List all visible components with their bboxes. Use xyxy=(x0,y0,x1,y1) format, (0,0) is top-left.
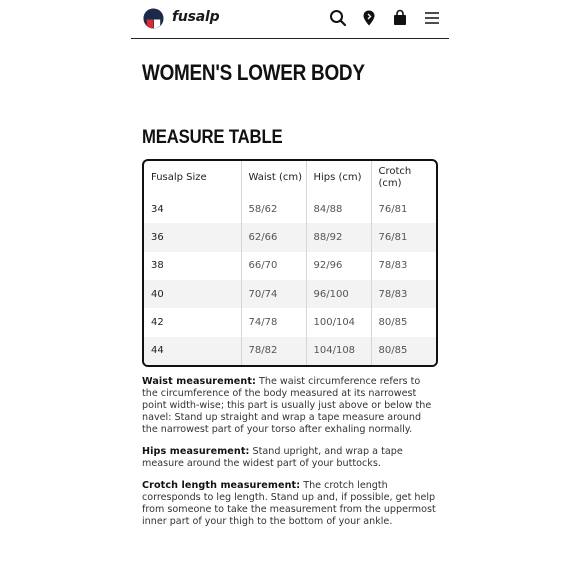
size-cell: 38 xyxy=(151,260,164,272)
column-header-crotch: Crotch (cm) xyxy=(371,161,436,195)
hips-cell: 92/96 xyxy=(306,252,371,280)
hips-cell: 88/92 xyxy=(306,223,371,251)
crotch-note-label: Crotch length measurement: xyxy=(142,480,301,491)
crotch-cell: 78/83 xyxy=(371,252,436,280)
hips-cell: 84/88 xyxy=(306,195,371,223)
crotch-cell: 76/81 xyxy=(371,223,436,251)
table-row xyxy=(144,308,436,336)
waist-cell: 58/62 xyxy=(241,195,306,223)
page xyxy=(131,0,449,580)
brand-name[interactable]: fusalp xyxy=(172,9,220,25)
header xyxy=(131,0,449,39)
column-header-hips: Hips (cm) xyxy=(306,161,371,195)
hips-note xyxy=(142,446,438,470)
waist-cell: 62/66 xyxy=(241,223,306,251)
measure-table xyxy=(142,159,438,367)
table-row xyxy=(144,223,436,251)
hips-cell: 96/100 xyxy=(306,280,371,308)
waist-cell: 66/70 xyxy=(241,252,306,280)
hips-note-text: Stand upright, and wrap a tape measure around the widest part of your buttocks. xyxy=(142,446,403,469)
size-cell: 40 xyxy=(144,280,241,308)
crotch-note-text: The crotch length corresponds to leg length. Stand up and, if possible, get help from someone to take the measurement from the uppermost inner part of your thigh to the bottom of your ankle. xyxy=(142,480,436,527)
size-cell: 42 xyxy=(151,316,164,328)
crotch-note xyxy=(142,480,438,528)
table-row xyxy=(144,337,436,365)
fusalp-logo-icon[interactable] xyxy=(143,8,164,29)
size-cell: 36 xyxy=(144,223,241,251)
table-row xyxy=(144,280,436,308)
hips-cell: 100/104 xyxy=(306,308,371,336)
crotch-cell: 80/85 xyxy=(371,308,436,336)
section-title: MEASURE TABLE xyxy=(142,127,283,148)
crotch-cell: 78/83 xyxy=(371,280,436,308)
column-header-waist: Waist (cm) xyxy=(241,161,306,195)
hips-cell: 104/108 xyxy=(306,337,371,365)
shopping-bag-icon[interactable] xyxy=(391,9,409,27)
page-title: WOMEN'S LOWER BODY xyxy=(142,60,365,85)
waist-note xyxy=(142,376,438,436)
crotch-cell: 76/81 xyxy=(371,195,436,223)
location-pin-icon[interactable] xyxy=(360,9,378,27)
column-header-size: Fusalp Size xyxy=(151,172,207,183)
size-cell: 34 xyxy=(151,203,164,215)
waist-cell: 78/82 xyxy=(241,337,306,365)
table-row xyxy=(144,195,436,223)
waist-note-text: The waist circumference refers to the circumference of the body measured at its narrowest point width-wise; this part is usually just above or below the navel: Stand up straight and wrap a tape measure around the narrowest part of your torso after exhaling normally. xyxy=(142,376,432,435)
crotch-cell: 80/85 xyxy=(371,337,436,365)
waist-note-label: Waist measurement: xyxy=(142,376,256,387)
table-header-row xyxy=(144,161,436,195)
search-icon[interactable] xyxy=(329,9,347,27)
hips-note-label: Hips measurement: xyxy=(142,446,250,457)
menu-icon[interactable] xyxy=(423,9,441,27)
table-row xyxy=(144,252,436,280)
waist-cell: 74/78 xyxy=(241,308,306,336)
measurement-notes xyxy=(142,376,438,538)
size-cell: 44 xyxy=(144,337,241,365)
waist-cell: 70/74 xyxy=(241,280,306,308)
